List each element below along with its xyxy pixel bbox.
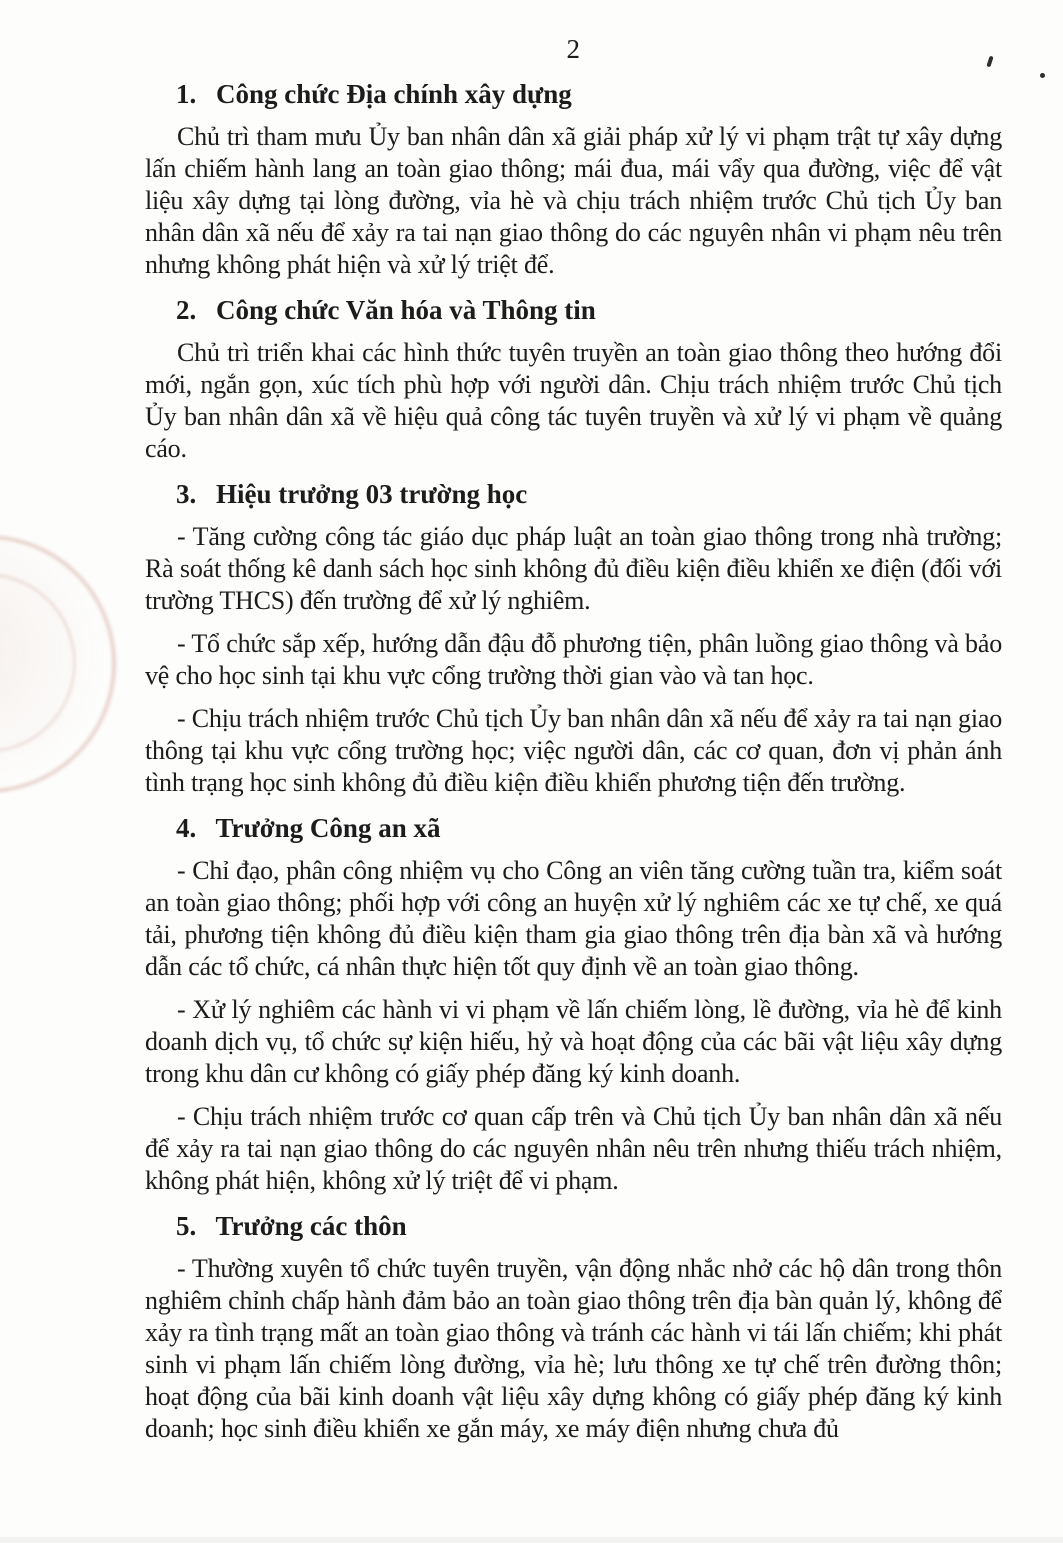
section-number: 5. [176, 1211, 197, 1241]
section-heading [176, 478, 1002, 510]
section-truong-cac-thon [145, 1210, 1002, 1445]
paragraph: - Chịu trách nhiệm trước cơ quan cấp trên và Chủ tịch Ủy ban nhân dân xã nếu để xảy ra tai nạn giao thông do các nguyên nhân nêu trên nhưng thiếu trách nhiệm, không phát hiện, không xử lý triệt để vi phạm. [145, 1102, 1002, 1195]
section-title: Trưởng Công an xã [215, 813, 441, 843]
page-number: 2 [566, 34, 581, 64]
section-heading [176, 294, 1002, 326]
paragraph: - Chịu trách nhiệm trước Chủ tịch Ủy ban nhân dân xã nếu để xảy ra tai nạn giao thông tại khu vực cổng trường học; việc người dân, các cơ quan, đơn vị phản ánh tình trạng học sinh không đủ điều kiện điều khiển phương tiện đến trường. [145, 704, 1003, 797]
document-body [145, 33, 1002, 1456]
section-heading [176, 78, 1002, 110]
paragraph: Chủ trì tham mưu Ủy ban nhân dân xã giải pháp xử lý vi phạm trật tự xây dựng lấn chiếm hành lang an toàn giao thông; mái đua, mái vẩy qua đường, việc để vật liệu xây dựng tại lòng đường, vỉa hè và chịu trách nhiệm trước Chủ tịch Ủy ban nhân dân xã nếu để xảy ra tai nạn giao thông do các nguyên nhân vi phạm nêu trên nhưng không phát hiện và xử lý triệt để. [145, 122, 1002, 279]
section-hieu-truong [145, 478, 1002, 799]
section-number: 1. [176, 79, 197, 109]
paragraph: - Tổ chức sắp xếp, hướng dẫn đậu đỗ phương tiện, phân luồng giao thông và bảo vệ cho học sinh tại khu vực cổng trường thời gian vào và tan học. [145, 629, 1002, 690]
paragraph: Chủ trì triển khai các hình thức tuyên truyền an toàn giao thông theo hướng đổi mới, ngắn gọn, xúc tích phù hợp với người dân. Chịu trách nhiệm trước Chủ tịch Ủy ban nhân dân xã về hiệu quả công tác tuyên truyền và xử lý vi phạm về quảng cáo. [145, 338, 1002, 463]
section-truong-cong-an [145, 812, 1002, 1197]
scan-edge-shadow [0, 1537, 1063, 1543]
scan-artifact-dot [1040, 73, 1045, 78]
paragraph: - Tăng cường công tác giáo dục pháp luật an toàn giao thông trong nhà trường; Rà soát thống kê danh sách học sinh không đủ điều kiện điều khiển xe điện (đối với trường THCS) đến trường để xử lý nghiêm. [145, 522, 1002, 615]
paragraph: - Xử lý nghiêm các hành vi vi phạm về lấn chiếm lòng, lề đường, vỉa hè để kinh doanh dịch vụ, tổ chức sự kiện hiếu, hỷ và hoạt động của các bãi vật liệu xây dựng trong khu dân cư không có giấy phép đăng ký kinh doanh. [145, 995, 1002, 1088]
section-cong-chuc-van-hoa [145, 294, 1002, 465]
paragraph: - Chỉ đạo, phân công nhiệm vụ cho Công an viên tăng cường tuần tra, kiểm soát an toàn giao thông; phối hợp với công an huyện xử lý nghiêm các xe tự chế, xe quá tải, phương tiện không đủ điều kiện tham gia giao thông trên địa bàn xã và hướng dẫn các tổ chức, cá nhân thực hiện tốt quy định về an toàn giao thông. [145, 856, 1002, 981]
section-number: 4. [176, 813, 197, 843]
section-heading [176, 1210, 1002, 1242]
section-title: Hiệu trưởng 03 trường học [216, 479, 528, 509]
section-heading [176, 812, 1002, 844]
paragraph: - Thường xuyên tổ chức tuyên truyền, vận động nhắc nhở các hộ dân trong thôn nghiêm chỉnh chấp hành đảm bảo an toàn giao thông trên địa bàn quản lý, không để xảy ra tình trạng mất an toàn giao thông và tránh các hành vi tái lấn chiếm; khi phát sinh vi phạm lấn chiếm lòng đường, vỉa hè; lưu thông xe tự chế trên đường thôn; hoạt động của bãi kinh doanh vật liệu xây dựng không có giấy phép đăng ký kinh doanh; học sinh điều khiển xe gắn máy, xe máy điện nhưng chưa đủ [145, 1254, 1002, 1443]
section-title: Trưởng các thôn [215, 1211, 407, 1241]
section-cong-chuc-dia-chinh [145, 78, 1002, 281]
section-number: 2. [176, 295, 197, 325]
section-title: Công chức Địa chính xây dựng [216, 79, 572, 109]
section-title: Công chức Văn hóa và Thông tin [216, 295, 596, 325]
section-number: 3. [176, 479, 197, 509]
